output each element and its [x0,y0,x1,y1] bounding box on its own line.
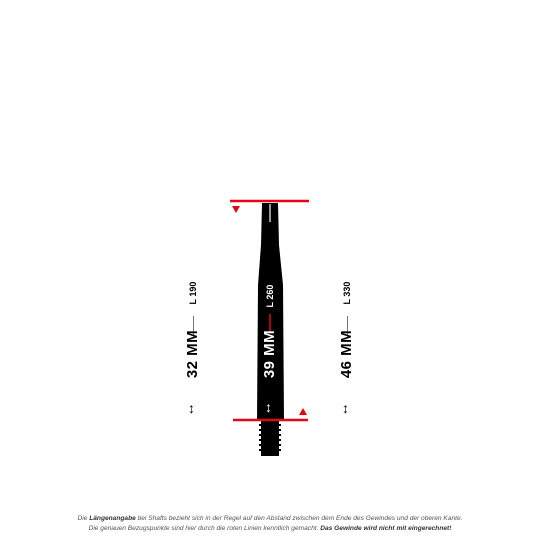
shaft-thread [259,420,281,456]
footnote-line1-pre: Die [77,515,90,522]
shaft-length-middle: 39 MM [261,329,278,379]
shaft-code-middle: L 260 [265,284,275,308]
footnote-line1-post: bei Shafts bezieht sich in der Regel auf den Abstand zwischen dem Ende des Gewindes und der oberen Kante. [135,515,463,522]
shaft-length-right: 46 MM [338,329,355,379]
length-arrow-left-icon: ↕ [188,400,195,416]
shaft-length-left: 32 MM [184,329,201,379]
footnote-line2-pre: Die genauen Bezugspunkte sind hier durch die roten Linien kenntlich gemacht. [88,525,321,532]
footnote [10,514,530,534]
footnote-line-2 [10,524,530,534]
bottom-marker-triangle [299,408,307,415]
footnote-line1-bold: Längenangabe [89,515,136,522]
length-arrow-middle-icon: ↕ [265,399,272,415]
shaft-code-left: L 190 [188,281,198,305]
footnote-line2-bold: Das Gewinde wird nicht mit eingerechnet! [320,525,452,532]
length-arrow-right-icon: ↕ [342,400,349,416]
top-marker-triangle [232,206,240,213]
shaft-code-right: L 330 [342,281,352,305]
footnote-line-1 [10,514,530,524]
